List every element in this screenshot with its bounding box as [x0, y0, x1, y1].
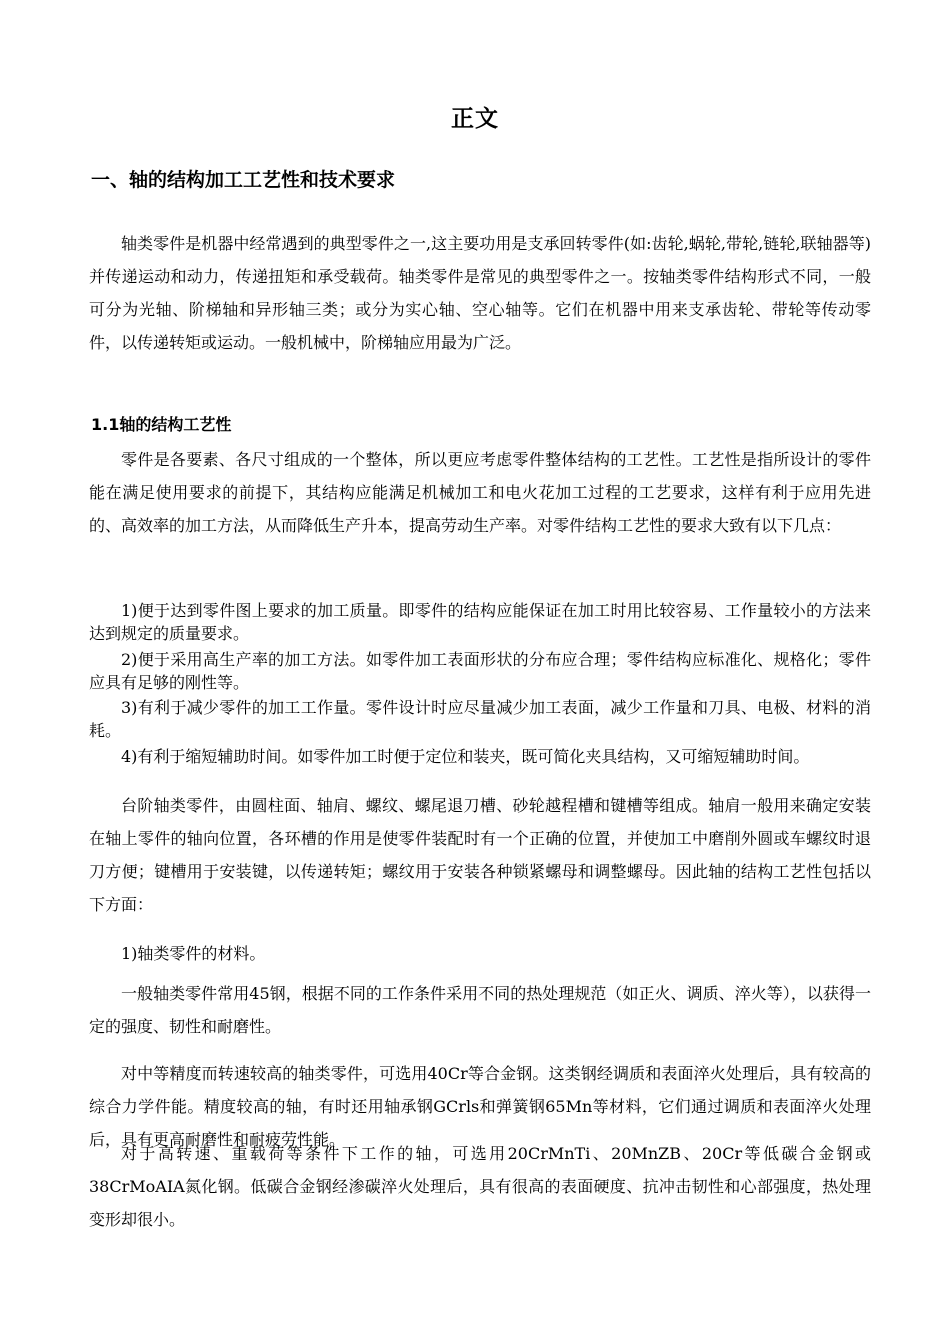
subsection-heading: 1.1轴的结构工艺性 [91, 415, 232, 434]
page-title: 正文 [451, 106, 499, 132]
paragraph-structure: 零件是各要素、各尺寸组成的一个整体，所以更应考虑零件整体结构的工艺性。工艺性是指所设计的零件能在满足使用要求的前提下，其结构应能满足机械加工和电火花加工过程的工艺要求，这样有利于应用先进的、高效率的加工方法，从而降低生产升本，提高劳动生产率。对零件结构工艺性的要求大致有以下几点： [89, 450, 871, 535]
list-item-2: 2)便于采用高生产率的加工方法。如零件加工表面形状的分布应合理；零件结构应标准化、规格化；零件应具有足够的刚性等。 [89, 650, 871, 692]
list-item-1: 1)便于达到零件图上要求的加工质量。即零件的结构应能保证在加工时用比较容易、工作量较小的方法来达到规定的质量要求。 [89, 601, 871, 643]
section-heading: 一、轴的结构加工工艺性和技术要求 [91, 169, 396, 191]
paragraph-high-speed: 对于高转速、重载荷等条件下工作的轴，可选用20CrMnTi、20MnZB、20Cr等低碳合金钢或38CrMoAIA氮化钢。低碳合金钢经渗碳淬火处理后，具有很高的表面硬度、抗冲击韧性和心部强度，热处理变形却很小。 [89, 1144, 871, 1229]
paragraph-45-steel: 一般轴类零件常用45钢，根据不同的工作条件采用不同的热处理规范（如正火、调质、淬火等），以获得一定的强度、韧性和耐磨性。 [89, 984, 871, 1036]
list-item-4: 4)有利于缩短辅助时间。如零件加工时便于定位和装夹，既可简化夹具结构，又可缩短辅助时间。 [121, 747, 810, 766]
paragraph-40cr: 对中等精度而转速较高的轴类零件，可选用40Cr等合金钢。这类钢经调质和表面淬火处理后，具有较高的综合力学件能。精度较高的轴，有时还用轴承钢GCrls和弹簧钢65Mn等材料，它们通过调质和表面淬火处理后，具有更高耐磨性和耐疲劳性能。 [89, 1064, 871, 1149]
list-item-3: 3)有利于减少零件的加工工作量。零件设计时应尽量减少加工表面，减少工作量和刀具、电极、材料的消耗。 [89, 698, 871, 740]
paragraph-material-heading: 1)轴类零件的材料。 [121, 944, 266, 963]
paragraph-step-shaft: 台阶轴类零件，由圆柱面、轴肩、螺纹、螺尾退刀槽、砂轮越程槽和键槽等组成。轴肩一般用来确定安装在轴上零件的轴向位置，各环槽的作用是使零件装配时有一个正确的位置，并使加工中磨削外圆或车螺纹时退刀方便；键槽用于安装键，以传递转矩；螺纹用于安装各种锁紧螺母和调整螺母。因此轴的结构工艺性包括以下方面： [89, 796, 871, 914]
paragraph-intro: 轴类零件是机器中经常遇到的典型零件之一,这主要功用是支承回转零件(如:齿轮,蜗轮,带轮,链轮,联轴器等)并传递运动和动力，传递扭矩和承受载荷。轴类零件是常见的典型零件之一。按轴类零件结构形式不同，一般可分为光轴、阶梯轴和异形轴三类；或分为实心轴、空心轴等。它们在机器中用来支承齿轮、带轮等传动零件，以传递转矩或运动。一般机械中，阶梯轴应用最为广泛。 [89, 234, 871, 352]
